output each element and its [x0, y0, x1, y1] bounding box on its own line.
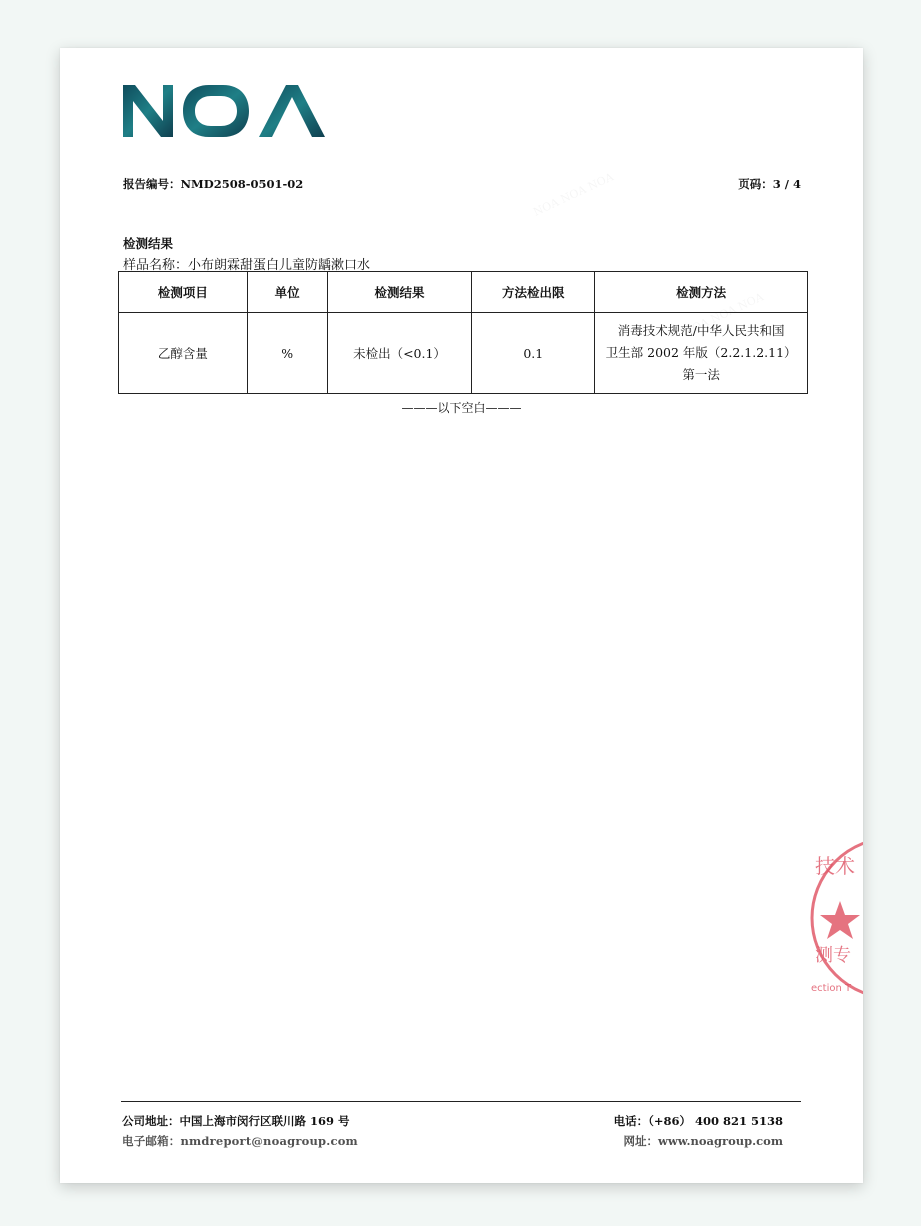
footer-divider [121, 1101, 801, 1102]
report-page [60, 48, 863, 1183]
header-unit: 单位 [247, 272, 327, 313]
page-number [738, 176, 801, 192]
email-label: 电子邮箱： [122, 1134, 181, 1148]
address-value: 中国上海市闵行区联川路 169 号 [179, 1114, 350, 1128]
cell-limit: 0.1 [472, 313, 595, 394]
sample-name-label: 样品名称： [123, 258, 189, 273]
svg-text:测专: 测专 [815, 945, 851, 966]
header-result: 检测结果 [327, 272, 472, 313]
phone-label: 电话： [613, 1114, 649, 1128]
page-number-value: 3 / 4 [772, 177, 801, 191]
email-value: nmdreport@noagroup.com [180, 1134, 358, 1148]
address-label: 公司地址： [122, 1114, 180, 1128]
cell-unit: % [247, 313, 327, 394]
footer-phone [614, 1113, 783, 1129]
watermark [531, 170, 615, 218]
cell-item: 乙醇含量 [119, 313, 248, 394]
table-row [119, 313, 808, 394]
web-label: 网址： [623, 1134, 658, 1148]
report-number-value: NMD2508-0501-02 [180, 177, 304, 191]
header-limit: 方法检出限 [472, 272, 595, 313]
cell-result: 未检出（<0.1） [327, 313, 472, 394]
report-number-label: 报告编号： [123, 177, 181, 191]
noa-logo [121, 81, 327, 139]
page-number-label: 页码： [738, 177, 773, 191]
header-method: 检测方法 [595, 272, 808, 313]
cell-method [595, 313, 808, 394]
table-header-row [119, 272, 808, 313]
report-number [123, 176, 303, 192]
section-title: 检测结果 [123, 236, 174, 251]
footer-address [122, 1113, 350, 1129]
header-item: 检测项目 [119, 272, 248, 313]
svg-text:ection T: ection T [811, 983, 852, 994]
sample-name-value: 小布朗霖甜蛋白儿童防龋漱口水 [188, 258, 371, 273]
footer-website [623, 1133, 783, 1149]
results-table [118, 271, 808, 394]
svg-text:技术: 技术 [815, 854, 855, 878]
blank-notice: ———以下空白——— [401, 401, 522, 415]
method-line-2: 卫生部 2002 年版（2.2.1.2.11） [605, 345, 797, 360]
method-line-1: 消毒技术规范/中华人民共和国 [617, 323, 785, 338]
footer-email [122, 1133, 358, 1149]
web-value: www.noagroup.com [657, 1134, 783, 1148]
red-seal-stamp [807, 833, 863, 1003]
phone-value: （+86） 400 821 5138 [648, 1114, 783, 1128]
method-line-3: 第一法 [682, 367, 720, 382]
